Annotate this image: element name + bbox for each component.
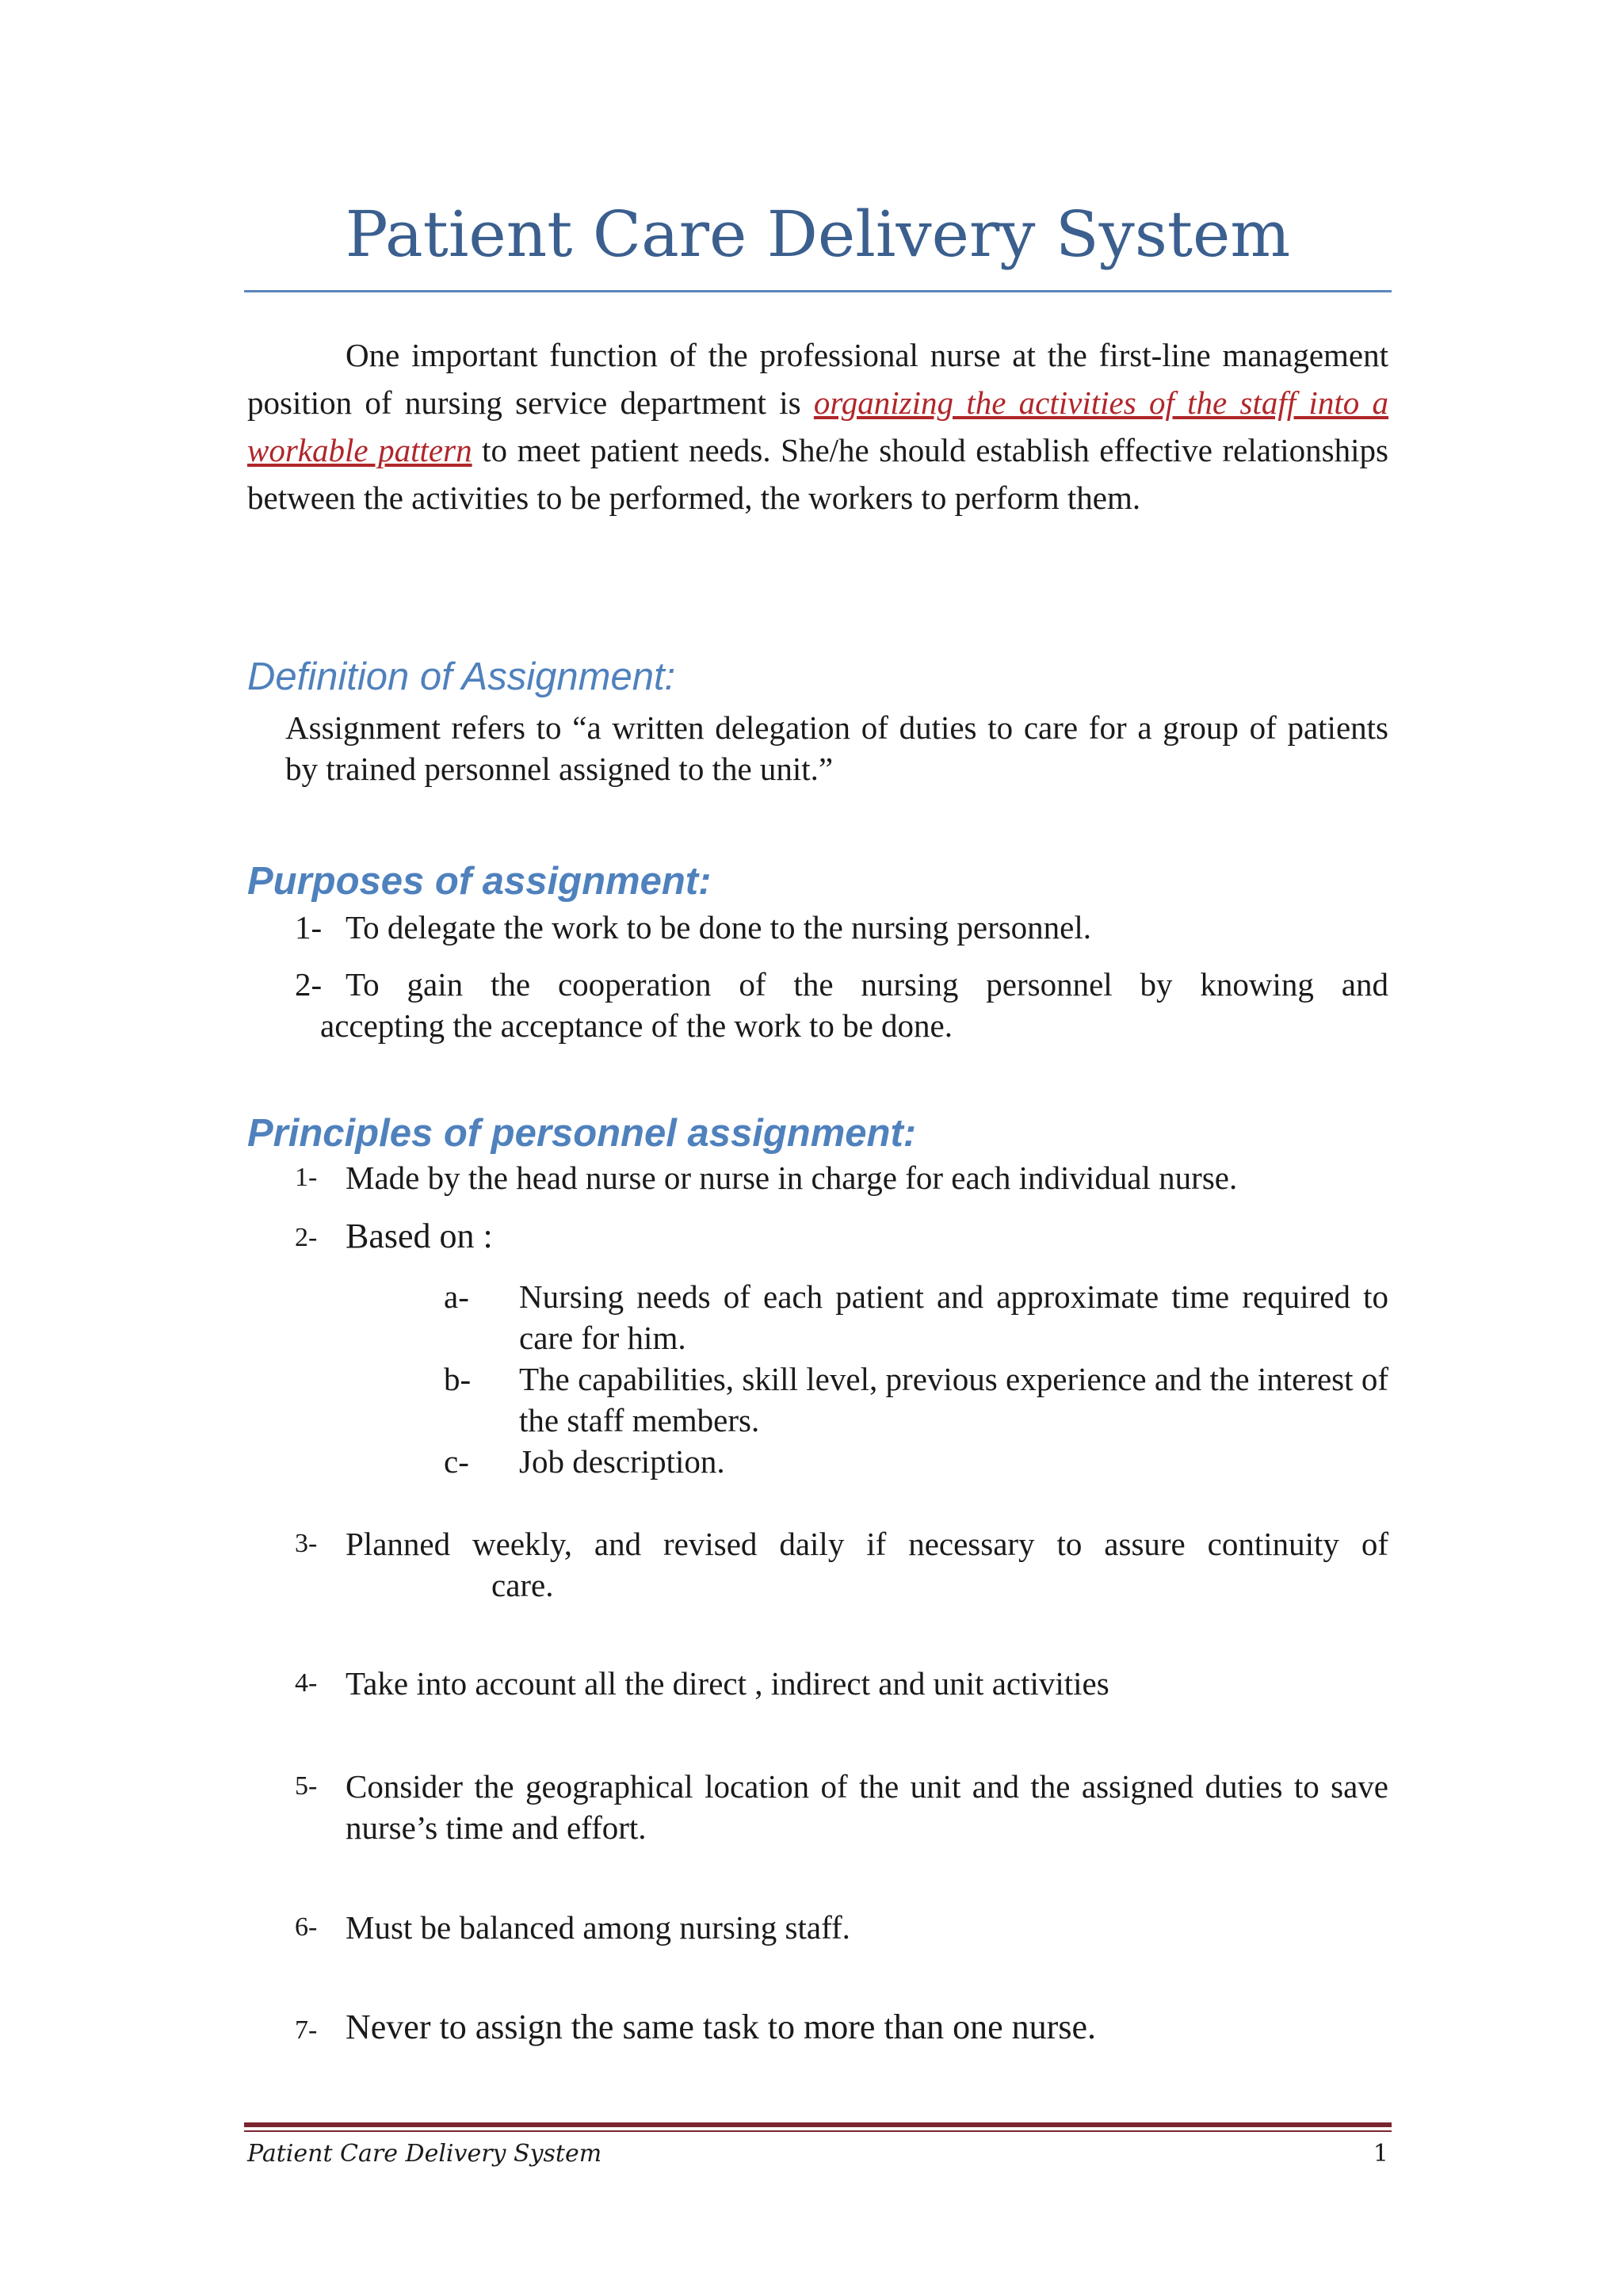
intro-text-start: One important function of the professional nurse at the first-line management position of nursing service department is bbox=[247, 337, 1388, 421]
principle-text: Consider the geographical location of the unit and the assigned duties to save nurse’s time and effort. bbox=[346, 1768, 1388, 1846]
principle-text: Never to assign the same task to more than one nurse. bbox=[346, 2008, 1096, 2046]
principle-number: 2- bbox=[295, 1223, 318, 1252]
principle-text: Made by the head nurse or nurse in charge for each individual nurse. bbox=[346, 1159, 1238, 1196]
footer-title: Patient Care Delivery System bbox=[247, 2140, 602, 2168]
purpose-number: 1- bbox=[295, 909, 323, 946]
purpose-text-continued: accepting the acceptance of the work to be done. bbox=[320, 1007, 953, 1044]
intro-paragraph bbox=[247, 331, 1388, 521]
principles-heading: Principles of personnel assignment: bbox=[247, 1112, 917, 1155]
purpose-number: 2- bbox=[295, 966, 323, 1003]
principle-text-continued: care. bbox=[491, 1567, 554, 1603]
purposes-heading: Purposes of assignment: bbox=[247, 860, 712, 903]
principle-text: Planned weekly, and revised daily if necessary to assure continuity of bbox=[346, 1526, 1388, 1562]
principle-text: Take into account all the direct , indirect and unit activities bbox=[346, 1665, 1109, 1702]
principle-text: Must be balanced among nursing staff. bbox=[346, 1909, 850, 1946]
definition-text: Assignment refers to “a written delegation of duties to care for a group of patients by trained personnel assigned to the unit.” bbox=[285, 709, 1388, 787]
based-on-text: The capabilities, skill level, previous experience and the interest of the staff members. bbox=[519, 1361, 1388, 1438]
definition-heading: Definition of Assignment: bbox=[247, 655, 676, 698]
page-number: 1 bbox=[1373, 2140, 1388, 2168]
footer-divider-thin bbox=[244, 2130, 1392, 2132]
principle-number: 1- bbox=[295, 1163, 318, 1192]
title-divider bbox=[244, 290, 1392, 292]
based-on-letter: c- bbox=[444, 1443, 469, 1480]
principle-number: 7- bbox=[295, 2015, 318, 2045]
principle-number: 3- bbox=[295, 1529, 318, 1558]
footer-divider-thick bbox=[244, 2122, 1392, 2127]
intro-emphasis: organizing the activities of the staff into a workable pattern bbox=[247, 384, 1389, 468]
based-on-text: Job description. bbox=[519, 1443, 725, 1480]
principle-text: Based on : bbox=[346, 1217, 493, 1255]
principle-number: 5- bbox=[295, 1771, 318, 1801]
page-title: Patient Care Delivery System bbox=[345, 197, 1291, 271]
principle-number: 6- bbox=[295, 1912, 318, 1942]
based-on-letter: a- bbox=[444, 1278, 469, 1315]
based-on-letter: b- bbox=[444, 1361, 472, 1397]
based-on-text: Nursing needs of each patient and approximate time required to care for him. bbox=[519, 1278, 1388, 1356]
intro-text-end: to meet patient needs. She/he should establish effective relationships between the activities to be performed, the workers to perform them. bbox=[247, 432, 1388, 516]
purpose-text: To gain the cooperation of the nursing personnel by knowing and bbox=[346, 966, 1388, 1003]
principle-number: 4- bbox=[295, 1668, 318, 1698]
purpose-text: To delegate the work to be done to the nursing personnel. bbox=[346, 909, 1092, 946]
